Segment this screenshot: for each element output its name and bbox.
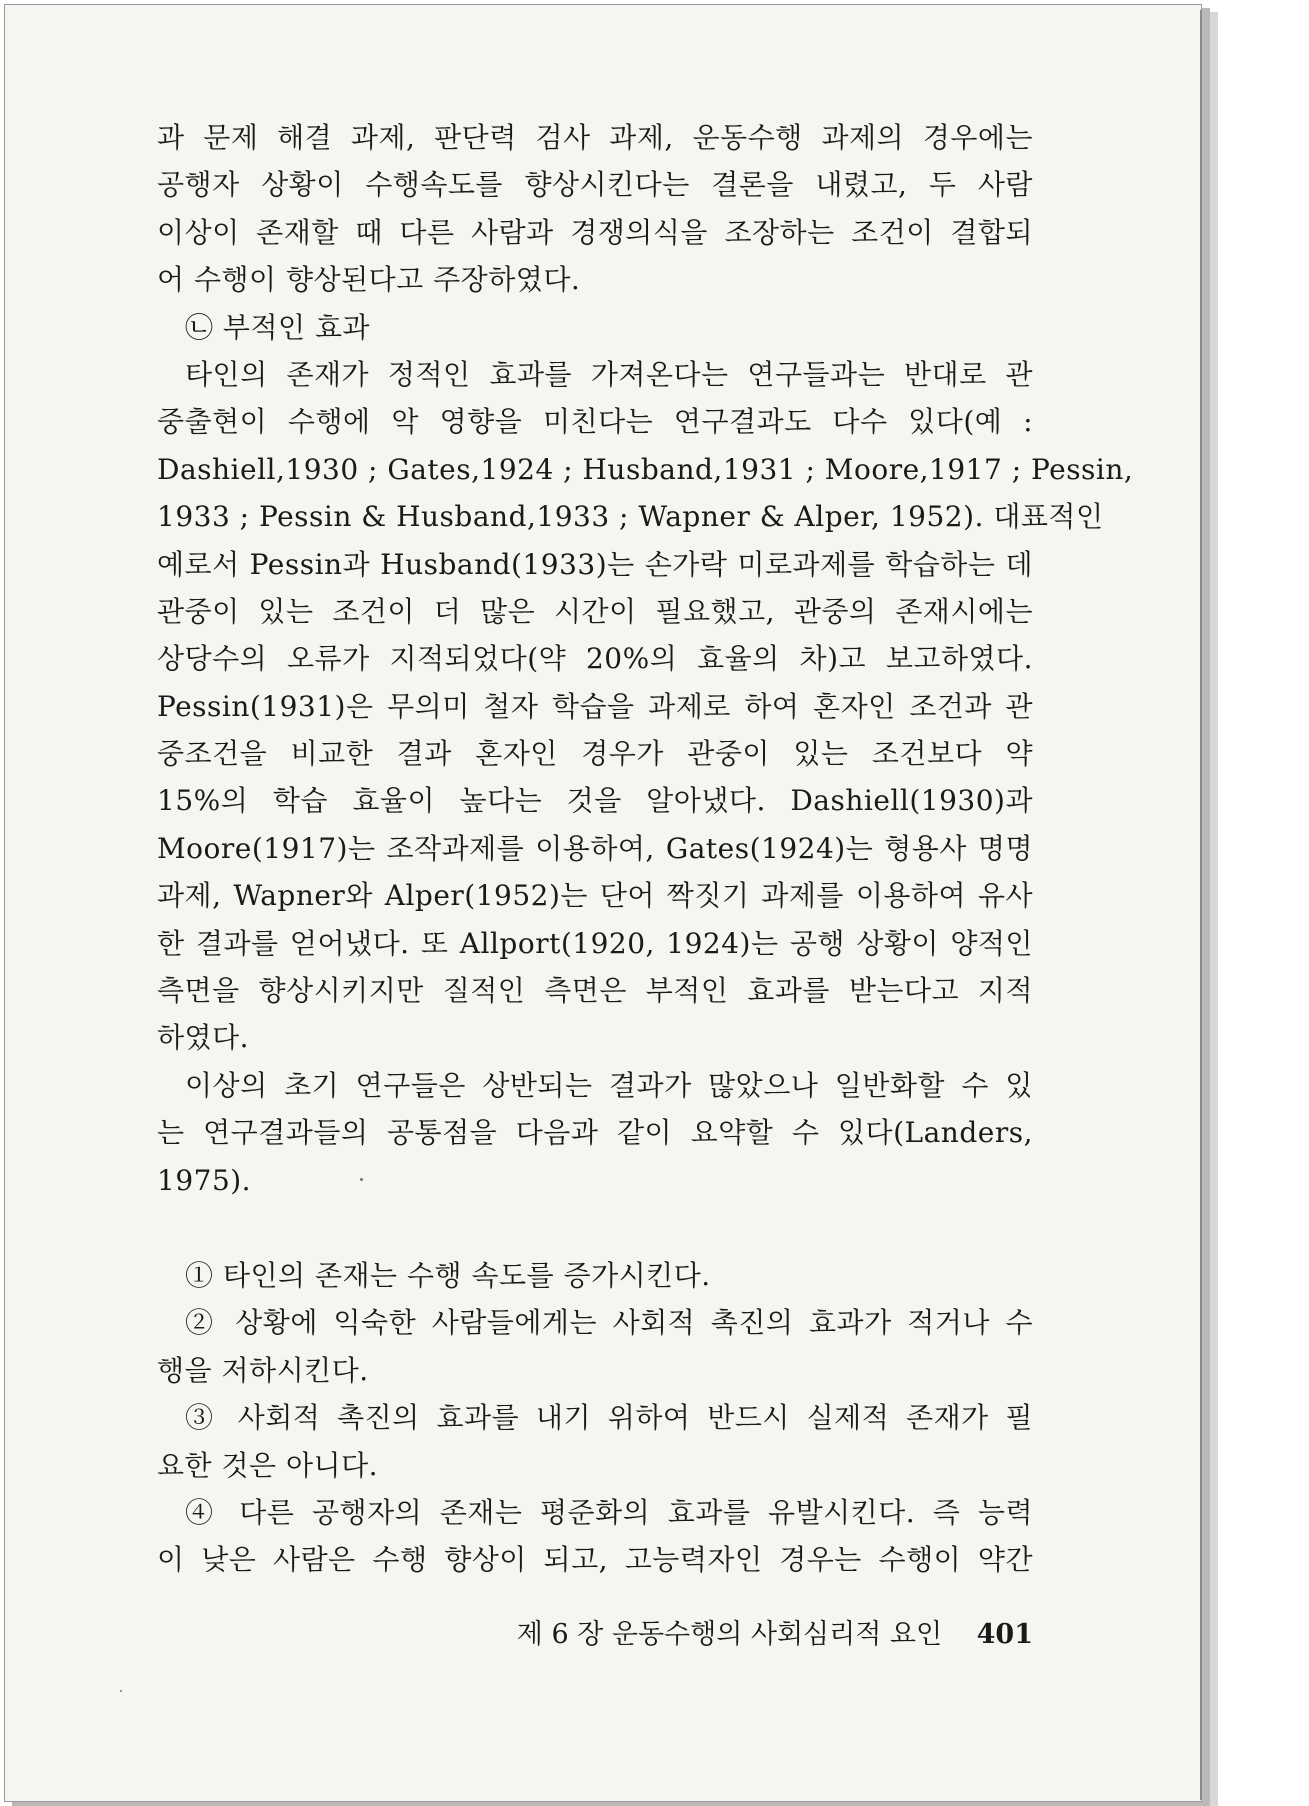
text-line: 이상이 존재할 때 다른 사람과 경쟁의식을 조장하는 조건이 결합되 <box>157 215 1033 249</box>
list-item: ③ 사회적 촉진의 효과를 내기 위하여 반드시 실제적 존재가 필 <box>185 1401 1033 1435</box>
text-line: 이상의 초기 연구들은 상반되는 결과가 많았으나 일반화할 수 있 <box>185 1068 1033 1102</box>
list-item-continuation: 이 낮은 사람은 수행 향상이 되고, 고능력자인 경우는 수행이 약간 <box>157 1543 1033 1577</box>
page-number: 401 <box>976 1619 1033 1650</box>
running-footer <box>517 1612 1033 1651</box>
list-item: ① 타인의 존재는 수행 속도를 증가시킨다. <box>185 1258 711 1292</box>
text-line: 측면을 향상시키지만 질적인 측면은 부적인 효과를 받는다고 지적 <box>157 974 1033 1008</box>
text-line: 타인의 존재가 정적인 효과를 가져온다는 연구들과는 반대로 관 <box>185 357 1033 391</box>
text-line: Pessin(1931)은 무의미 철자 학습을 과제로 하여 혼자인 조건과 관 <box>157 689 1033 723</box>
text-line: 중조건을 비교한 결과 혼자인 경우가 관중이 있는 조건보다 약 <box>157 737 1033 771</box>
page-edge <box>1200 10 1202 1800</box>
list-item: ② 상황에 익숙한 사람들에게는 사회적 촉진의 효과가 적거나 수 <box>185 1306 1033 1340</box>
text-line: 한 결과를 얻어냈다. 또 Allport(1920, 1924)는 공행 상황이 양적인 <box>157 926 1033 960</box>
text-line: Dashiell,1930 ; Gates,1924 ; Husband,1931 ; Moore,1917 ; Pessin, <box>157 452 1134 486</box>
scan-speck <box>360 1178 363 1181</box>
body-text <box>157 114 1134 1584</box>
list-item: ④ 다른 공행자의 존재는 평준화의 효과를 유발시킨다. 즉 능력 <box>185 1495 1033 1529</box>
text-line: 예로서 Pessin과 Husband(1933)는 손가락 미로과제를 학습하는 데 <box>157 547 1033 581</box>
text-line: 과제, Wapner와 Alper(1952)는 단어 짝짓기 과제를 이용하여 유사 <box>157 879 1033 913</box>
text-line: 어 수행이 향상된다고 주장하였다. <box>157 263 581 297</box>
text-line: 하였다. <box>157 1021 250 1055</box>
chapter-title: 제 6 장 운동수행의 사회심리적 요인 <box>516 1619 943 1650</box>
list-item-continuation: 요한 것은 아니다. <box>157 1448 379 1482</box>
list-item-continuation: 행을 저하시킨다. <box>157 1353 369 1387</box>
text-line: 공행자 상황이 수행속도를 향상시킨다는 결론을 내렸고, 두 사람 <box>157 168 1033 202</box>
text-line: 관중이 있는 조건이 더 많은 시간이 필요했고, 관중의 존재시에는 <box>157 594 1033 628</box>
text-line: Moore(1917)는 조작과제를 이용하여, Gates(1924)는 형용사 명명 <box>157 831 1033 865</box>
text-line: 상당수의 오류가 지적되었다(약 20%의 효율의 차)고 보고하였다. <box>157 642 1033 676</box>
text-line: 과 문제 해결 과제, 판단력 검사 과제, 운동수행 과제의 경우에는 <box>157 121 1033 154</box>
text-line: 중출현이 수행에 악 영향을 미친다는 연구결과도 다수 있다(예 : <box>157 405 1033 439</box>
scan-speck <box>120 1690 122 1692</box>
text-line: 는 연구결과들의 공통점을 다음과 같이 요약할 수 있다(Landers, <box>157 1116 1033 1150</box>
text-line: 15%의 학습 효율이 높다는 것을 알아냈다. Dashiell(1930)과 <box>157 784 1033 818</box>
text-line: 1933 ; Pessin & Husband,1933 ; Wapner & Alper, 1952). 대표적인 <box>157 500 1104 534</box>
subheading: ㉡ 부적인 효과 <box>185 310 371 344</box>
text-line: 1975). <box>157 1163 252 1197</box>
